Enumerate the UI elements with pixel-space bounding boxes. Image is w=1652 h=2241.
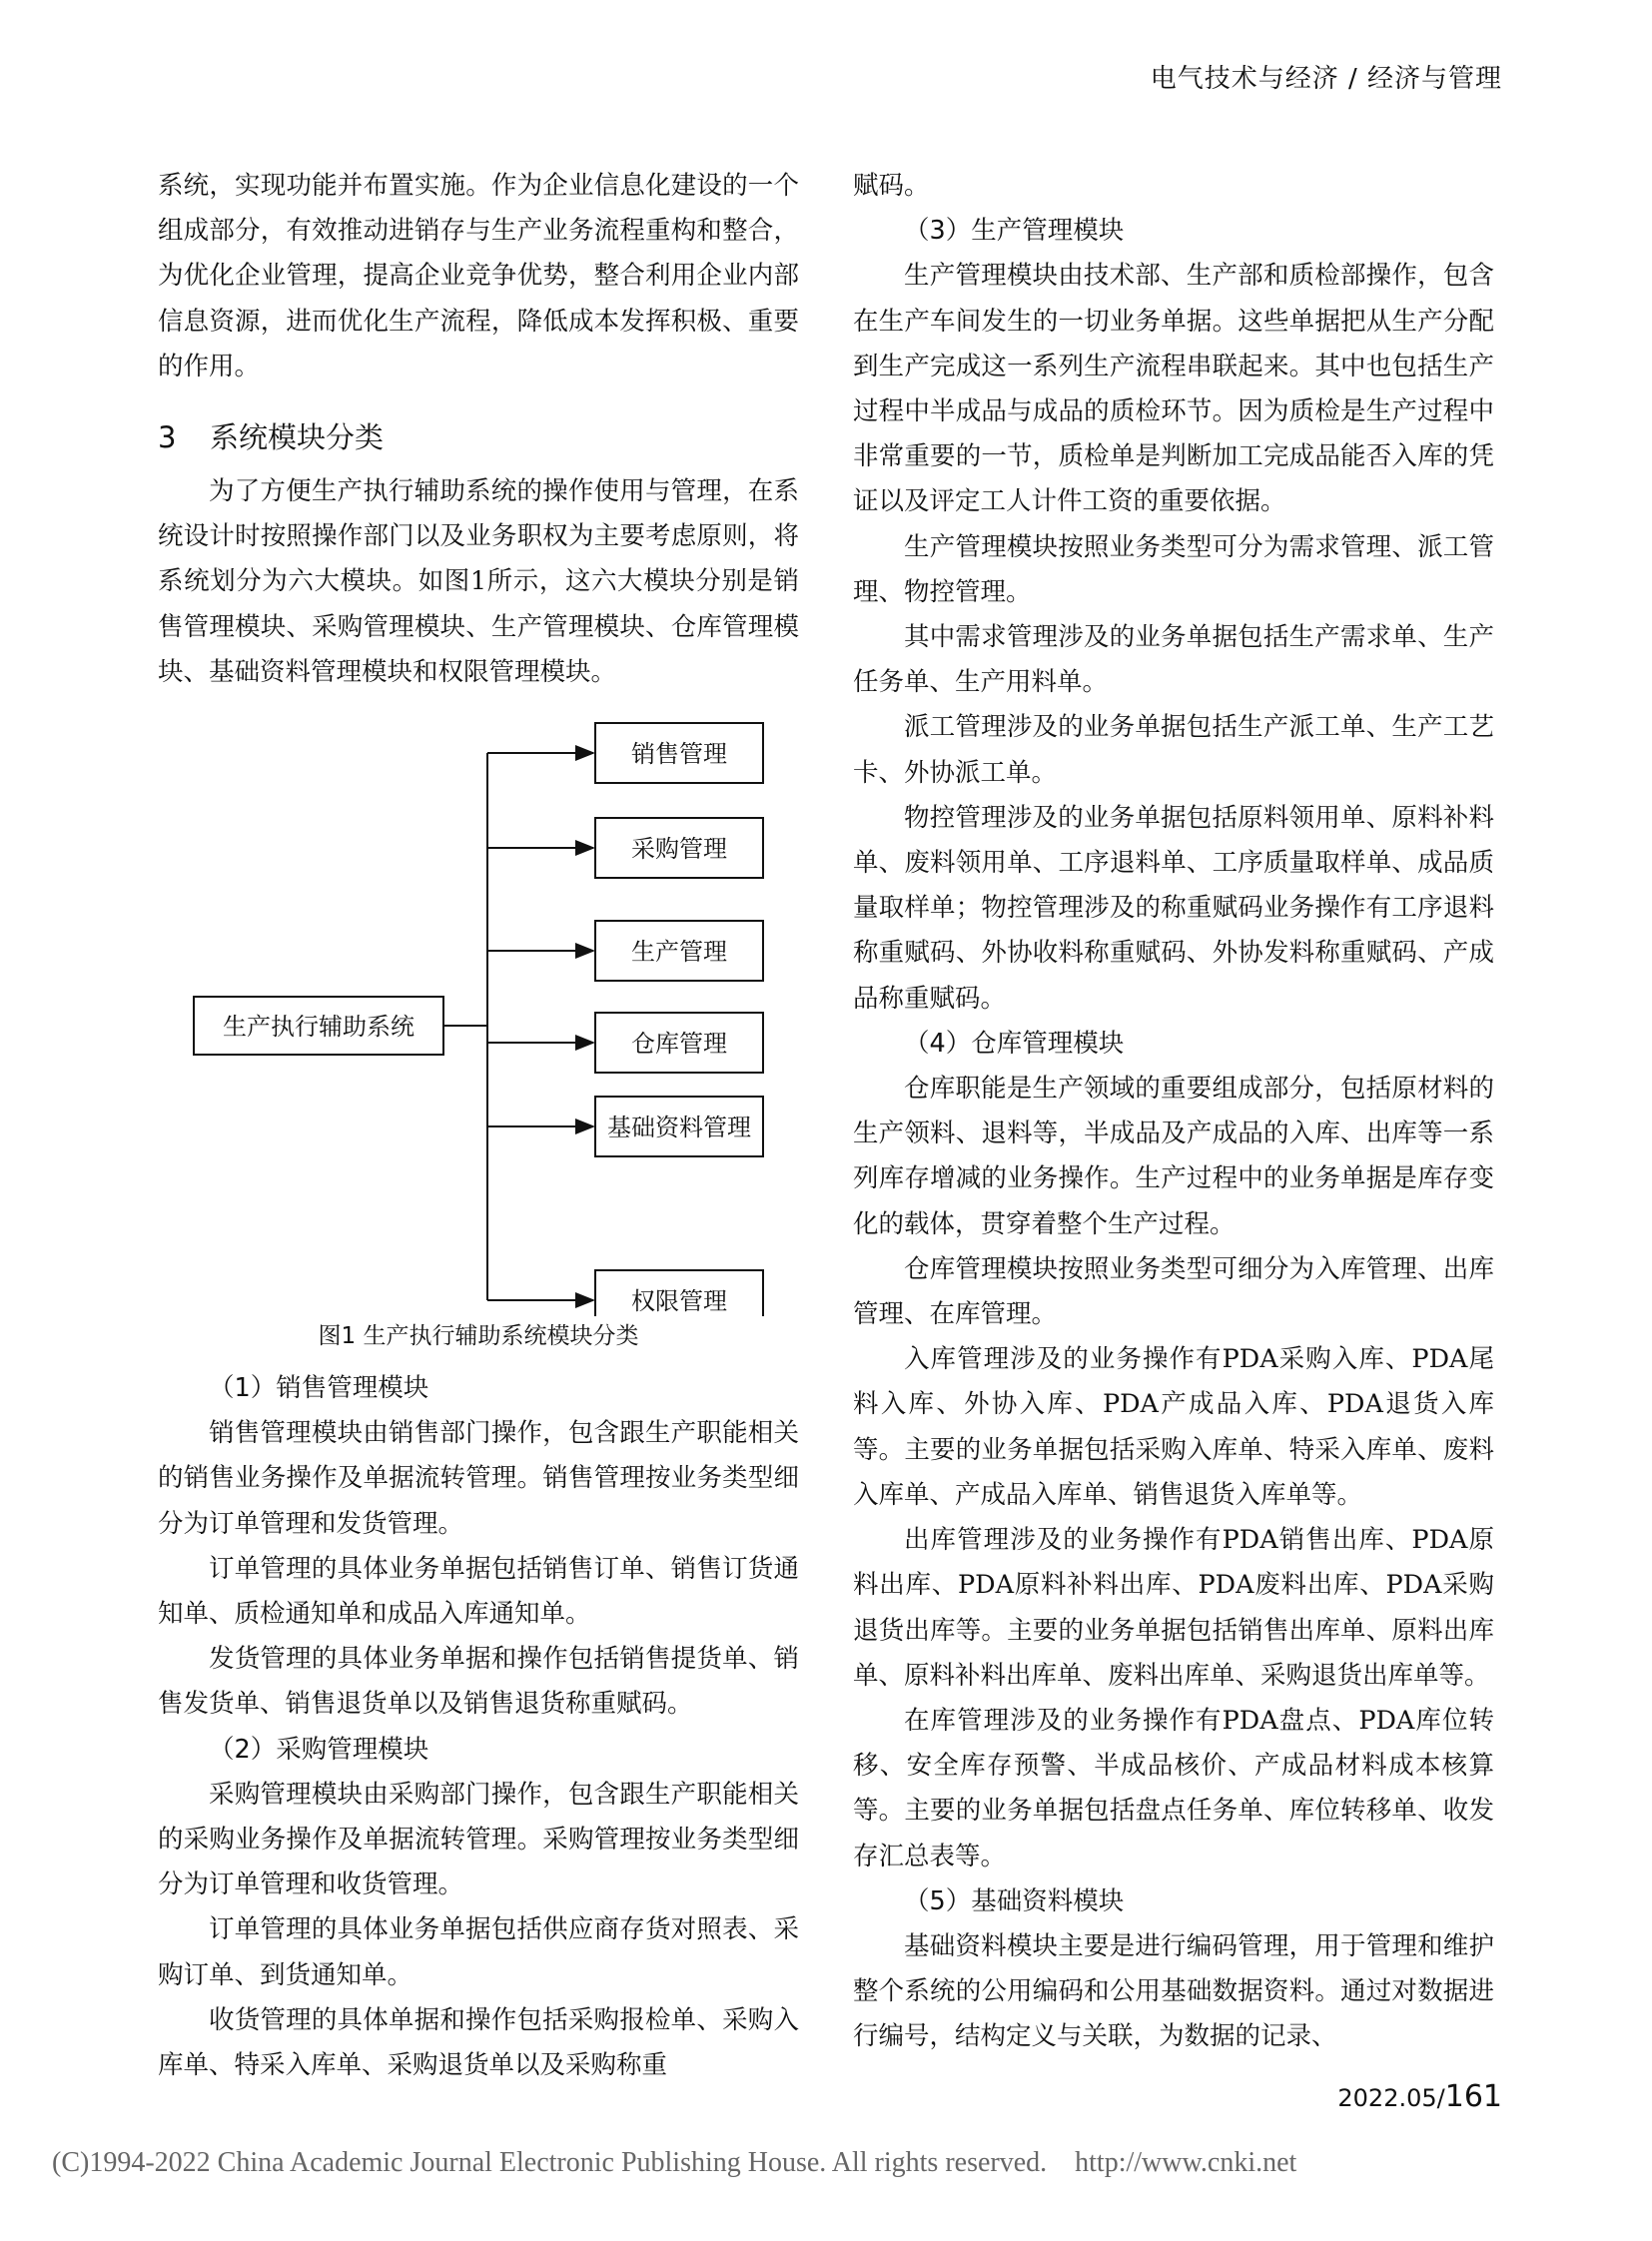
module-label-production: 生产管理	[631, 938, 727, 967]
paragraph: 出库管理涉及的业务操作有PDA销售出库、PDA原料出库、PDA原料补料出库、PDA废料出库、PDA采购退货出库等。主要的业务单据包括销售出库单、原料出库单、原料补料出库单、废料出库单、采购退货出库单等。	[853, 1525, 1494, 1691]
module-label-sales: 销售管理	[631, 740, 727, 769]
subheading-warehouse: （4）仓库管理模块	[904, 1028, 1125, 1059]
paragraph: 仓库管理模块按照业务类型可细分为入库管理、出库管理、在库管理。	[853, 1253, 1494, 1330]
module-diagram	[158, 715, 799, 1316]
paragraph: 生产管理模块按照业务类型可分为需求管理、派工管理、物控管理。	[853, 531, 1494, 607]
section-paragraph: 为了方便生产执行辅助系统的操作使用与管理，在系统设计时按照操作部门以及业务职权为主要考虑原则，将系统划分为六大模块。如图1所示，这六大模块分别是销售管理模块、采购管理模块、生产管理模块、仓库管理模块、基础资料管理模块和权限管理模块。	[158, 476, 799, 687]
subheading-purchase: （2）采购管理模块	[209, 1734, 429, 1765]
subheading-basic-data: （5）基础资料模块	[904, 1885, 1125, 1916]
paragraph: 订单管理的具体业务单据包括销售订单、销售订货通知单、质检通知单和成品入库通知单。	[158, 1553, 799, 1630]
paragraph: 在库管理涉及的业务操作有PDA盘点、PDA库位转移、安全库存预警、半成品核价、产成品材料成本核算等。主要的业务单据包括盘点任务单、库位转移单、收发存汇总表等。	[853, 1705, 1494, 1871]
module-label-warehouse: 仓库管理	[631, 1030, 727, 1059]
paragraph: 其中需求管理涉及的业务单据包括生产需求单、生产任务单、生产用料单。	[853, 622, 1494, 698]
paragraph: 派工管理涉及的业务单据包括生产派工单、生产工艺卡、外协派工单。	[853, 712, 1494, 788]
subheading-sales: （1）销售管理模块	[209, 1373, 429, 1404]
journal-header: 电气技术与经济 / 经济与管理	[1150, 64, 1502, 94]
paragraph: 基础资料模块主要是进行编码管理，用于管理和维护整个系统的公用编码和公用基础数据资料。通过对数据进行编号，结构定义与关联，为数据的记录、	[853, 1930, 1494, 2052]
intro-paragraph: 系统，实现功能并布置实施。作为企业信息化建设的一个组成部分，有效推动进销存与生产业务流程重构和整合，为优化企业管理，提高企业竞争优势，整合利用企业内部信息资源，进而优化生产流程，降低成本发挥积极、重要的作用。	[158, 171, 799, 381]
paragraph: 销售管理模块由销售部门操作，包含跟生产职能相关的销售业务操作及单据流转管理。销售管理按业务类型细分为订单管理和发货管理。	[158, 1418, 799, 1539]
section-number: 3	[158, 420, 177, 455]
paragraph: 发货管理的具体业务单据和操作包括销售提货单、销售发货单、销售退货单以及销售退货称重赋码。	[158, 1644, 799, 1720]
root-label: 生产执行辅助系统	[223, 1013, 414, 1042]
section-title: 系统模块分类	[210, 420, 385, 455]
cnki-link[interactable]: http://www.cnki.net	[1075, 2147, 1297, 2178]
continuation-text: 赋码。	[853, 171, 930, 201]
copyright-text: (C)1994-2022 China Academic Journal Electronic Publishing House. All rights reserved.	[52, 2147, 1048, 2178]
paragraph: 采购管理模块由采购部门操作，包含跟生产职能相关的采购业务操作及单据流转管理。采购管理按业务类型细分为订单管理和收货管理。	[158, 1779, 799, 1900]
paragraph: 收货管理的具体单据和操作包括采购报检单、采购入库单、特采入库单、采购退货单以及采购称重	[158, 2004, 799, 2081]
paragraph: 生产管理模块由技术部、生产部和质检部操作，包含在生产车间发生的一切业务单据。这些单据把从生产分配到生产完成这一系列生产流程串联起来。其中也包括生产过程中半成品与成品的质检环节。因为质检是生产过程中非常重要的一节，质检单是判断加工完成品能否入库的凭证以及评定工人计件工资的重要依据。	[853, 261, 1494, 517]
section-heading	[158, 413, 799, 461]
paragraph: 订单管理的具体业务单据包括供应商存货对照表、采购订单、到货通知单。	[158, 1914, 799, 1990]
module-label-permission: 权限管理	[631, 1287, 727, 1316]
subheading-production: （3）生产管理模块	[904, 216, 1125, 247]
module-diagram-svg	[158, 715, 799, 1316]
page-number: 161	[1444, 2079, 1502, 2114]
issue-label: 2022.05/	[1337, 2084, 1445, 2112]
right-column	[853, 164, 1494, 2060]
paragraph: 物控管理涉及的业务单据包括原料领用单、原料补料单、废料领用单、工序退料单、工序质量取样单、成品质量取样单；物控管理涉及的称重赋码业务操作有工序退料称重赋码、外协收料称重赋码、外协发料称重赋码、产成品称重赋码。	[853, 802, 1494, 1014]
copyright-line	[52, 2147, 1296, 2179]
module-label-purchase: 采购管理	[631, 835, 727, 864]
module-label-basic-data: 基础资料管理	[607, 1114, 751, 1142]
left-column	[158, 164, 799, 2088]
page-footer	[1337, 2079, 1502, 2114]
figure-caption: 图1 生产执行辅助系统模块分类	[318, 1323, 639, 1350]
paragraph: 仓库职能是生产领域的重要组成部分，包括原材料的生产领料、退料等，半成品及产成品的入库、出库等一系列库存增减的业务操作。生产过程中的业务单据是库存变化的载体，贯穿着整个生产过程。	[853, 1074, 1494, 1239]
paragraph: 入库管理涉及的业务操作有PDA采购入库、PDA尾料入库、外协入库、PDA产成品入库、PDA退货入库等。主要的业务单据包括采购入库单、特采入库单、废料入库单、产成品入库单、销售退货入库单等。	[853, 1344, 1494, 1510]
